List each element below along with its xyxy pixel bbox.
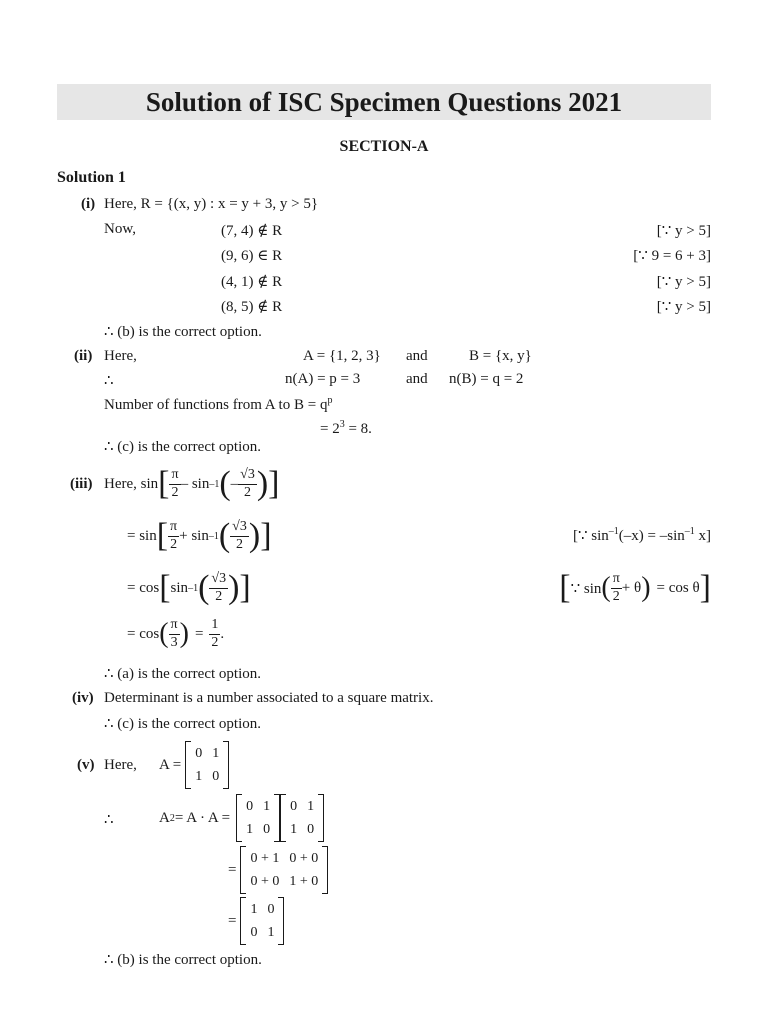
- left-paren: (: [218, 517, 231, 554]
- q2-n-b: n(B) = q = 2: [449, 371, 524, 387]
- page-title: Solution of ISC Specimen Questions 2021: [145, 87, 623, 117]
- q2-result-exp: 3: [339, 419, 345, 430]
- pi-over-2: [168, 519, 179, 552]
- q2-result: [320, 419, 372, 438]
- q1-intro: Here, R = {(x, y) : x = y + 3, y > 5}: [104, 196, 319, 212]
- reason-text: x]: [694, 528, 711, 544]
- left-paren: (: [198, 569, 210, 606]
- right-bracket: ]: [239, 569, 251, 606]
- inverse-exponent: –1: [209, 478, 220, 490]
- right-paren: ): [248, 517, 261, 554]
- q2-set-a: A = {1, 2, 3}: [303, 348, 381, 364]
- q4-conclusion: ∴ (c) is the correct option.: [104, 716, 261, 732]
- matrix-cell: 1: [267, 925, 275, 940]
- right-bracket: ]: [699, 569, 711, 606]
- matrix-a: [280, 794, 324, 842]
- equals-sign: =: [228, 912, 237, 929]
- reason-text: (–x) = –sin: [618, 528, 685, 544]
- q2-functions-text: Number of functions from A to B = q: [104, 397, 328, 413]
- matrix-cell: 0: [250, 925, 258, 940]
- q4-text: Determinant is a number associated to a square matrix.: [104, 690, 434, 706]
- q5-therefore: ∴: [104, 812, 114, 828]
- left-paren: (: [219, 465, 231, 502]
- fraction-denominator: 2: [215, 588, 223, 604]
- fraction-denominator: 2: [244, 484, 251, 500]
- fraction-numerator: √3: [238, 467, 257, 484]
- q3-line4-eq: = cos: [127, 625, 160, 642]
- root3-over-2: [238, 467, 257, 500]
- matrix-cell: 1: [250, 902, 258, 917]
- matrix-cell: 1 + 0: [289, 874, 319, 889]
- q1-row-reason: [∵ y > 5]: [656, 223, 711, 239]
- q1-row-reason: [∵ y > 5]: [656, 274, 711, 290]
- pi-over-3: [169, 617, 180, 650]
- q2-label: (ii): [74, 348, 93, 364]
- q3-reason2: [573, 526, 711, 545]
- matrix-cell: 0 + 0: [250, 874, 280, 889]
- a-times-a: = A · A =: [174, 809, 231, 826]
- left-bracket: [: [156, 517, 169, 554]
- fraction-numerator: π: [611, 571, 622, 588]
- q3-neg: –: [230, 475, 239, 492]
- left-bracket: [: [158, 465, 170, 502]
- matrix-a: [236, 794, 280, 842]
- left-bracket: [: [159, 569, 171, 606]
- fraction-denominator: 2: [170, 536, 178, 552]
- right-paren: ): [179, 618, 189, 649]
- q3-minus-sin-inv: – sin: [180, 475, 210, 492]
- fraction-numerator: 1: [209, 617, 220, 634]
- q5-line1: [159, 740, 229, 790]
- fraction-numerator: π: [169, 467, 180, 484]
- q3-line2-eq: = sin: [127, 527, 157, 544]
- fraction-denominator: 2: [211, 634, 219, 650]
- q2-here: Here,: [104, 348, 137, 364]
- title-bar: [57, 84, 711, 120]
- reason-text: [∵ sin: [572, 528, 609, 544]
- matrix-cell: 0 + 0: [289, 851, 319, 866]
- matrix-cell: 0: [263, 822, 271, 837]
- q4-label: (iv): [72, 690, 94, 706]
- q2-result-text: = 2: [320, 421, 340, 437]
- left-paren: (: [159, 618, 169, 649]
- q2-conclusion: ∴ (c) is the correct option.: [104, 439, 261, 455]
- q1-label: (i): [81, 196, 96, 212]
- reason-text: ∵ sin: [570, 580, 602, 597]
- matrix-a-label: A =: [159, 756, 182, 773]
- q3-label: (iii): [70, 476, 93, 492]
- matrix-cell: 0: [246, 799, 254, 814]
- q3-line1: [104, 460, 280, 508]
- pi-over-2: [169, 467, 180, 500]
- q3-line4: [127, 612, 224, 656]
- fraction-numerator: π: [169, 617, 180, 634]
- period: .: [220, 625, 225, 642]
- q3-plus-sin-inv: + sin: [179, 527, 209, 544]
- right-paren: ): [228, 569, 240, 606]
- fraction-numerator: π: [168, 519, 179, 536]
- matrix-a: [185, 741, 229, 789]
- reason-text: = cos θ: [656, 579, 700, 596]
- q1-row-reason: [∵ y > 5]: [656, 299, 711, 315]
- fraction-denominator: 2: [612, 588, 620, 604]
- a-squared: A: [159, 809, 170, 826]
- matrix-cell: 0: [290, 799, 298, 814]
- q3-conclusion: ∴ (a) is the correct option.: [104, 666, 261, 682]
- root3-over-2: [209, 571, 228, 604]
- section-heading: SECTION-A: [339, 138, 429, 155]
- q2-and: and: [406, 348, 428, 364]
- one-over-2: [209, 617, 220, 650]
- matrix-cell: 0: [267, 902, 275, 917]
- q1-now: Now,: [104, 221, 136, 237]
- q2-functions: [104, 395, 332, 414]
- matrix-cell: 1: [195, 769, 203, 784]
- inverse-exponent: –1: [684, 526, 695, 537]
- matrix-cell: 1: [290, 822, 298, 837]
- q3-line3-eq: = cos: [127, 579, 160, 596]
- q5-line3: [228, 845, 328, 895]
- q1-row-reason: [∵ 9 = 6 + 3]: [633, 248, 711, 264]
- reason-text: + θ: [621, 579, 642, 596]
- fraction-numerator: √3: [209, 571, 228, 588]
- q5-label: (v): [77, 757, 95, 773]
- q3-line3: [127, 564, 251, 612]
- solution-heading: Solution 1: [57, 169, 126, 186]
- fraction-numerator: √3: [230, 519, 249, 536]
- q3-line2: [127, 512, 272, 560]
- q2-and: and: [406, 371, 428, 387]
- q2-result-tail: = 8.: [344, 421, 372, 437]
- matrix-cell: 1: [212, 746, 220, 761]
- fraction-denominator: 2: [236, 536, 244, 552]
- left-paren: (: [601, 572, 611, 603]
- q1-row-expr: (4, 1) ∉ R: [221, 274, 283, 290]
- right-bracket: ]: [260, 517, 272, 554]
- right-bracket: ]: [268, 465, 280, 502]
- inverse-exponent: –1: [208, 530, 219, 542]
- q3-here-sin: Here, sin: [104, 475, 159, 492]
- matrix-sum: [240, 846, 328, 894]
- root3-over-2: [230, 519, 249, 552]
- q2-set-b: B = {x, y}: [469, 348, 532, 364]
- q1-conclusion: ∴ (b) is the correct option.: [104, 324, 262, 340]
- matrix-cell: 1: [263, 799, 271, 814]
- q5-line4: [228, 896, 284, 946]
- q1-row-expr: (7, 4) ∉ R: [221, 223, 283, 239]
- pi-over-2: [611, 571, 622, 604]
- equals-sign: =: [228, 861, 237, 878]
- q2-therefore: ∴: [104, 373, 114, 389]
- matrix-cell: 0: [307, 822, 315, 837]
- q1-row-expr: (9, 6) ∈ R: [221, 248, 283, 264]
- q5-here: Here,: [104, 757, 137, 773]
- matrix-cell: 1: [307, 799, 315, 814]
- right-paren: ): [256, 465, 269, 502]
- right-paren: ): [641, 572, 651, 603]
- q5-conclusion: ∴ (b) is the correct option.: [104, 952, 262, 968]
- matrix-cell: 1: [246, 822, 254, 837]
- inverse-exponent: –1: [608, 526, 619, 537]
- exponent: 2: [169, 812, 175, 824]
- fraction-denominator: 2: [171, 484, 179, 500]
- q5-line2: [159, 793, 324, 843]
- matrix-identity: [240, 897, 284, 945]
- inverse-exponent: –1: [188, 582, 199, 594]
- fraction-denominator: 3: [170, 634, 178, 650]
- matrix-cell: 0: [212, 769, 220, 784]
- matrix-cell: 0 + 1: [250, 851, 280, 866]
- matrix-cell: 0: [195, 746, 203, 761]
- q2-n-a: n(A) = p = 3: [285, 371, 361, 387]
- equals-sign: =: [194, 625, 204, 642]
- q3-reason3: [559, 564, 711, 612]
- q2-functions-exp: p: [327, 395, 333, 406]
- left-bracket: [: [559, 569, 571, 606]
- q3-sin-inv: sin: [170, 579, 189, 596]
- q1-row-expr: (8, 5) ∉ R: [221, 299, 283, 315]
